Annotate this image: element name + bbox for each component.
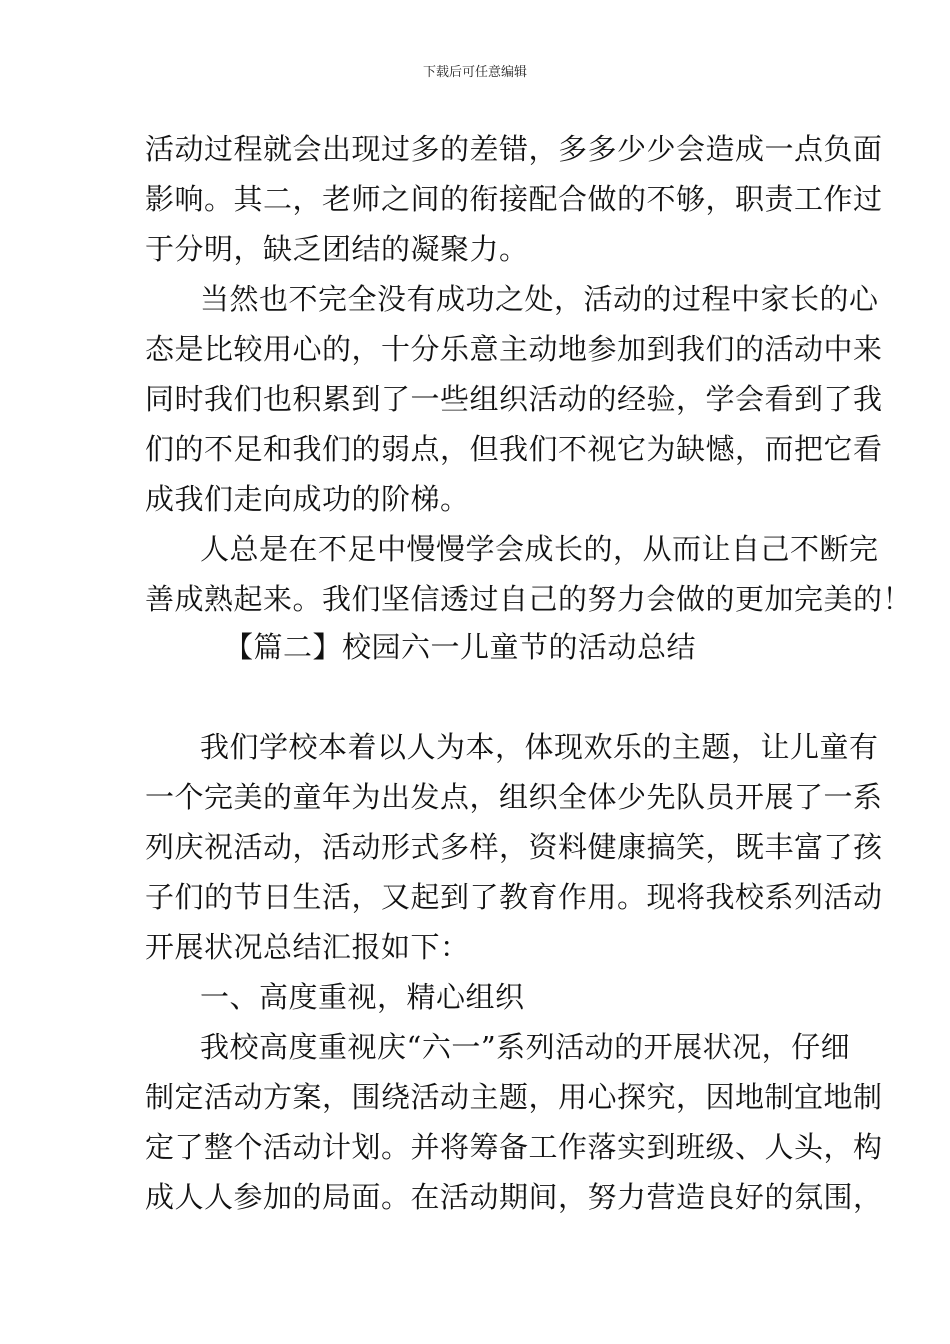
paragraph-line: 列庆祝活动，活动形式多样，资料健康搞笑，既丰富了孩 [145,830,883,864]
paragraph-line: 们的不足和我们的弱点，但我们不视它为缺憾，而把它看 [145,432,883,466]
paragraph-line: 一个完美的童年为出发点，组织全体少先队员开展了一系 [145,780,883,814]
paragraph-line: 当然也不完全没有成功之处，活动的过程中家长的心 [200,282,879,316]
paragraph-line: 制定活动方案，围绕活动主题，用心探究，因地制宜地制 [145,1080,883,1114]
section-heading: 【篇二】校园六一儿童节的活动总结 [224,630,697,664]
paragraph-line: 成人人参加的局面。在活动期间，努力营造良好的氛围， [145,1180,883,1214]
paragraph-line: 态是比较用心的，十分乐意主动地参加到我们的活动中来 [145,332,883,366]
paragraph-line: 成我们走向成功的阶梯。 [145,482,470,516]
paragraph-line: 子们的节日生活，又起到了教育作用。现将我校系列活动 [145,880,883,914]
paragraph-line: 同时我们也积累到了一些组织活动的经验，学会看到了我 [145,382,883,416]
paragraph-line: 我校高度重视庆“六一”系列活动的开展状况，仔细 [200,1030,851,1064]
page-header: 下载后可任意编辑 [422,65,527,80]
paragraph-line: 于分明，缺乏团结的凝聚力。 [145,232,529,266]
paragraph-line: 影响。其二，老师之间的衔接配合做的不够，职责工作过 [145,182,883,216]
paragraph-line: 人总是在不足中慢慢学会成长的，从而让自己不断完 [200,532,879,566]
paragraph-line: 活动过程就会出现过多的差错，多多少少会造成一点负面 [145,132,883,166]
paragraph-line: 我们学校本着以人为本，体现欢乐的主题，让儿童有 [200,730,879,764]
subsection-heading: 一、高度重视，精心组织 [200,980,525,1014]
paragraph-line: 开展状况总结汇报如下： [145,930,470,964]
paragraph-line: 善成熟起来。我们坚信透过自己的努力会做的更加完美的！ [145,582,913,616]
paragraph-line: 定了整个活动计划。并将筹备工作落实到班级、人头，构 [145,1130,883,1164]
